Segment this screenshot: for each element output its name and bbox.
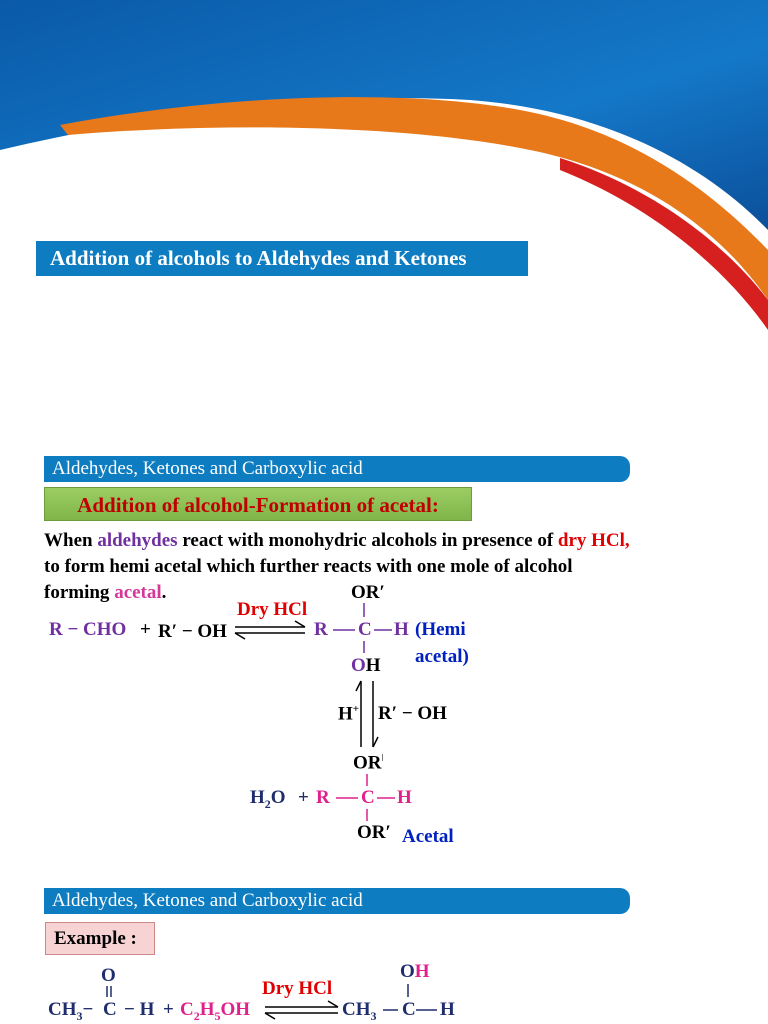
section-bar-2: Aldehydes, Ketones and Carboxylic acid — [44, 888, 630, 914]
aldehydes-word: aldehydes — [97, 530, 178, 551]
text: to form hemi acetal which further reacts with one mole of alcohol — [44, 556, 573, 577]
water-o: O — [270, 787, 286, 808]
product-ch3 — [342, 999, 377, 1024]
example-label: Example : — [45, 922, 155, 955]
text: react with monohydric alcohols in presence of — [177, 530, 558, 551]
plus-sign-3: + — [163, 999, 174, 1020]
water-sub: 2 — [264, 796, 271, 811]
acetal-top-group — [353, 752, 384, 774]
water-h: H — [250, 787, 265, 808]
o: O — [400, 961, 415, 982]
description-paragraph — [44, 528, 744, 606]
example-condition: Dry HCl — [262, 978, 333, 999]
product-h: H — [394, 619, 409, 640]
reactant-alcohol: R′ − OH — [158, 621, 227, 642]
hemi-label-1: (Hemi — [415, 619, 466, 640]
catalyst-h: H — [338, 703, 353, 725]
header-banner — [0, 0, 768, 340]
c: C — [180, 999, 194, 1020]
acetal-bottom-group: OR′ — [357, 822, 391, 843]
hemi-top-group: OR′ — [351, 582, 385, 603]
sub: 5 — [214, 1008, 221, 1023]
oh: OH — [220, 999, 251, 1020]
ch: CH — [48, 999, 77, 1020]
carbonyl-oxygen: O — [101, 965, 116, 986]
oxygen: O — [351, 655, 366, 676]
plus-sign-2: + — [298, 787, 309, 808]
sub: 3 — [370, 1008, 377, 1023]
acetal-c: C — [361, 787, 375, 808]
ch3-group — [48, 999, 93, 1024]
product-oh — [400, 961, 430, 983]
text: . — [161, 582, 167, 603]
acetal-label: Acetal — [402, 826, 454, 847]
plus-sign: + — [140, 619, 151, 640]
carbonyl-carbon: C — [103, 999, 117, 1020]
sub: 3 — [76, 1008, 83, 1023]
acetal-word: acetal — [114, 582, 162, 603]
ch: CH — [342, 999, 371, 1020]
hydrogen: H — [365, 655, 381, 676]
dry-hcl-word: dry HCl, — [557, 530, 630, 551]
section-heading: Addition of alcohol-Formation of acetal: — [44, 487, 472, 521]
hemi-label-2: acetal) — [415, 646, 469, 667]
dash: − — [82, 999, 94, 1020]
catalyst — [338, 703, 359, 725]
h: H — [414, 961, 430, 982]
product-r: R — [314, 619, 328, 640]
section-bar: Aldehydes, Ketones and Carboxylic acid — [44, 456, 630, 482]
top-or: OR — [353, 752, 382, 774]
slide-title: Addition of alcohols to Aldehydes and Ketones — [36, 241, 528, 276]
sub: 2 — [193, 1008, 200, 1023]
catalyst-charge: + — [352, 703, 360, 715]
ethanol — [180, 999, 250, 1024]
text: forming — [44, 582, 115, 603]
reactant-aldehyde: R − CHO — [49, 619, 127, 640]
h: H — [199, 999, 215, 1020]
acetal-h: H — [397, 787, 412, 808]
product-carbon: C — [402, 999, 416, 1020]
reagent-alcohol: R′ − OH — [378, 703, 447, 724]
hemi-bottom-oh — [351, 655, 381, 677]
product-h: H — [440, 999, 455, 1020]
prime: ǀ — [381, 752, 384, 764]
product-c: C — [358, 619, 372, 640]
acetal-r: R — [316, 787, 330, 808]
condition-label: Dry HCl — [237, 599, 308, 620]
water — [250, 787, 286, 812]
text: When — [44, 530, 98, 551]
aldehyde-h: − H — [124, 999, 155, 1020]
